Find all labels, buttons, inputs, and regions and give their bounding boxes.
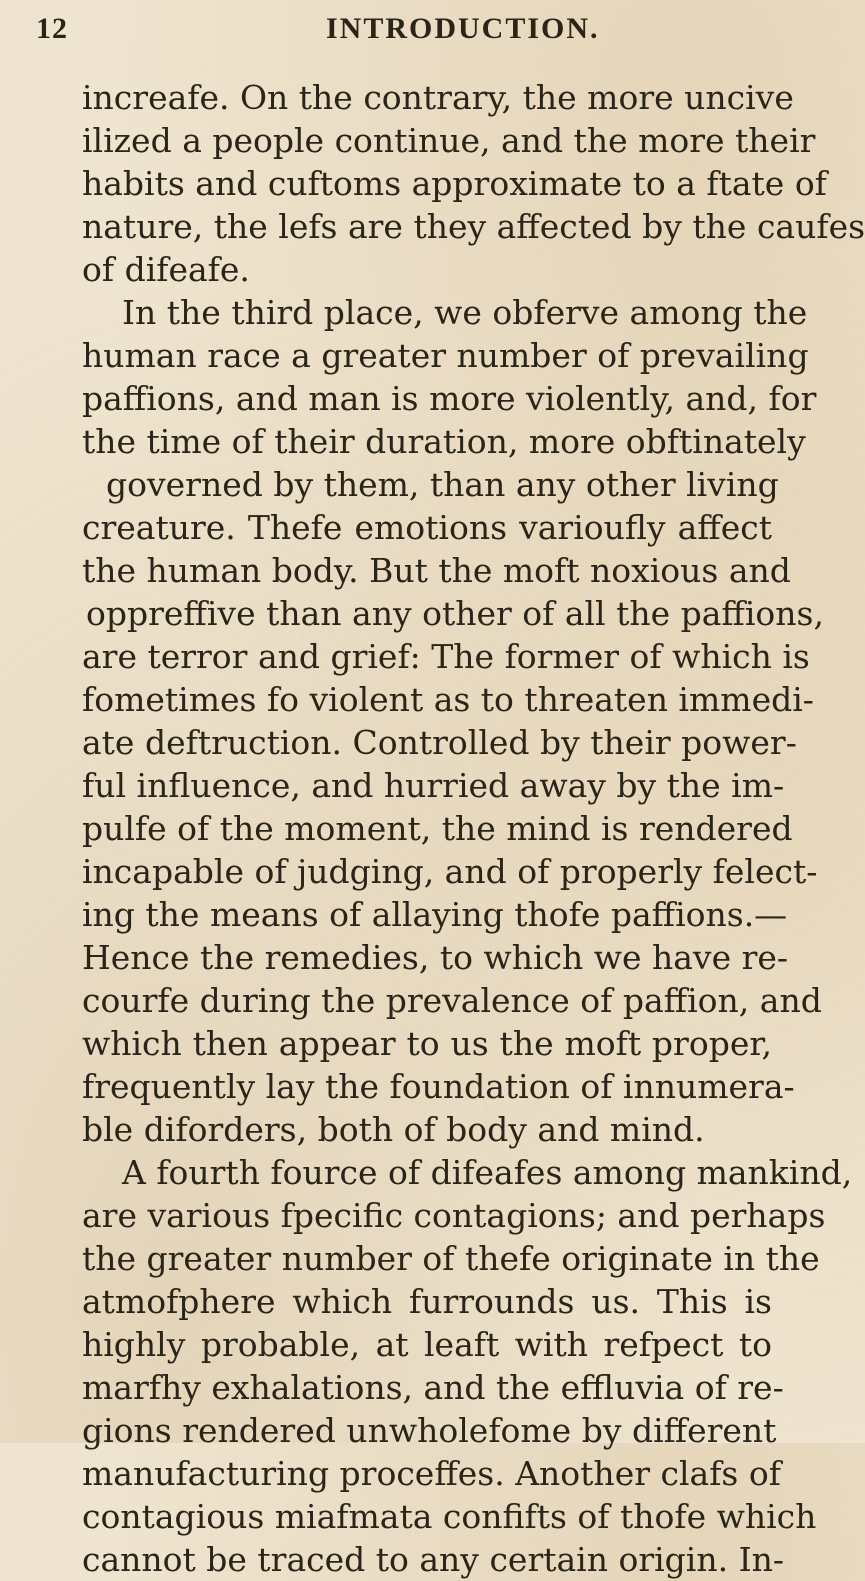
text-line: are various fpecific contagions; and perhaps <box>82 1196 826 1235</box>
text-line: ful influence, and hurried away by the im- <box>82 766 785 805</box>
text-line: paffions, and man is more violently, and, for <box>82 379 817 418</box>
text-line: fometimes fo violent as to threaten immedi- <box>82 680 814 719</box>
text-line: increafe. On the contrary, the more uncive <box>82 78 794 117</box>
paragraph-start-line: A fourth fource of difeafes among mankind, <box>122 1153 853 1192</box>
text-line: of difeafe. <box>82 250 250 289</box>
running-title: INTRODUCTION. <box>326 12 600 45</box>
text-line: habits and cuftoms approximate to a ftate of <box>82 164 827 203</box>
text-line: human race a greater number of prevailing <box>82 336 809 375</box>
paragraph-start-line: In the third place, we obferve among the <box>122 293 808 332</box>
text-line: governed by them, than any other living <box>106 465 779 504</box>
text-line: pulfe of the moment, the mind is rendered <box>82 809 793 848</box>
text-line: frequently lay the foundation of innumera- <box>82 1067 795 1106</box>
text-line: highly probable, at leaft with refpect to <box>82 1325 772 1364</box>
running-head <box>36 12 736 52</box>
text-line: the greater number of thefe originate in the <box>82 1239 820 1278</box>
text-line: cannot be traced to any certain origin. In- <box>82 1540 785 1579</box>
text-line: are terror and grief: The former of which is <box>82 637 810 676</box>
text-line: manufacturing proceffes. Another clafs of <box>82 1454 781 1493</box>
text-line: ing the means of allaying thofe paffions.— <box>82 895 788 934</box>
text-line: atmofphere which furrounds us. This is <box>82 1282 772 1321</box>
page-number: 12 <box>36 12 68 45</box>
body-text <box>82 76 865 1581</box>
text-line: the human body. But the moft noxious and <box>82 551 791 590</box>
text-line: contagious miafmata confifts of thofe which <box>82 1497 817 1536</box>
text-line: which then appear to us the moft proper, <box>82 1024 772 1063</box>
text-line: incapable of judging, and of properly felect- <box>82 852 818 891</box>
text-line: marfhy exhalations, and the effluvia of re- <box>82 1368 784 1407</box>
text-line: courfe during the prevalence of paffion, and <box>82 981 822 1020</box>
text-line: gions rendered unwholefome by different <box>82 1411 777 1450</box>
text-line: ble diforders, both of body and mind. <box>82 1110 705 1149</box>
text-line: nature, the lefs are they affected by the caufes <box>82 207 865 246</box>
text-line: creature. Thefe emotions varioufly affect <box>82 508 772 547</box>
text-line: Hence the remedies, to which we have re- <box>82 938 789 977</box>
text-line: ilized a people continue, and the more their <box>82 121 816 160</box>
text-line: ate deftruction. Controlled by their power- <box>82 723 797 762</box>
text-line: oppreffive than any other of all the paffions, <box>86 594 824 633</box>
text-line: the time of their duration, more obftinately <box>82 422 806 461</box>
